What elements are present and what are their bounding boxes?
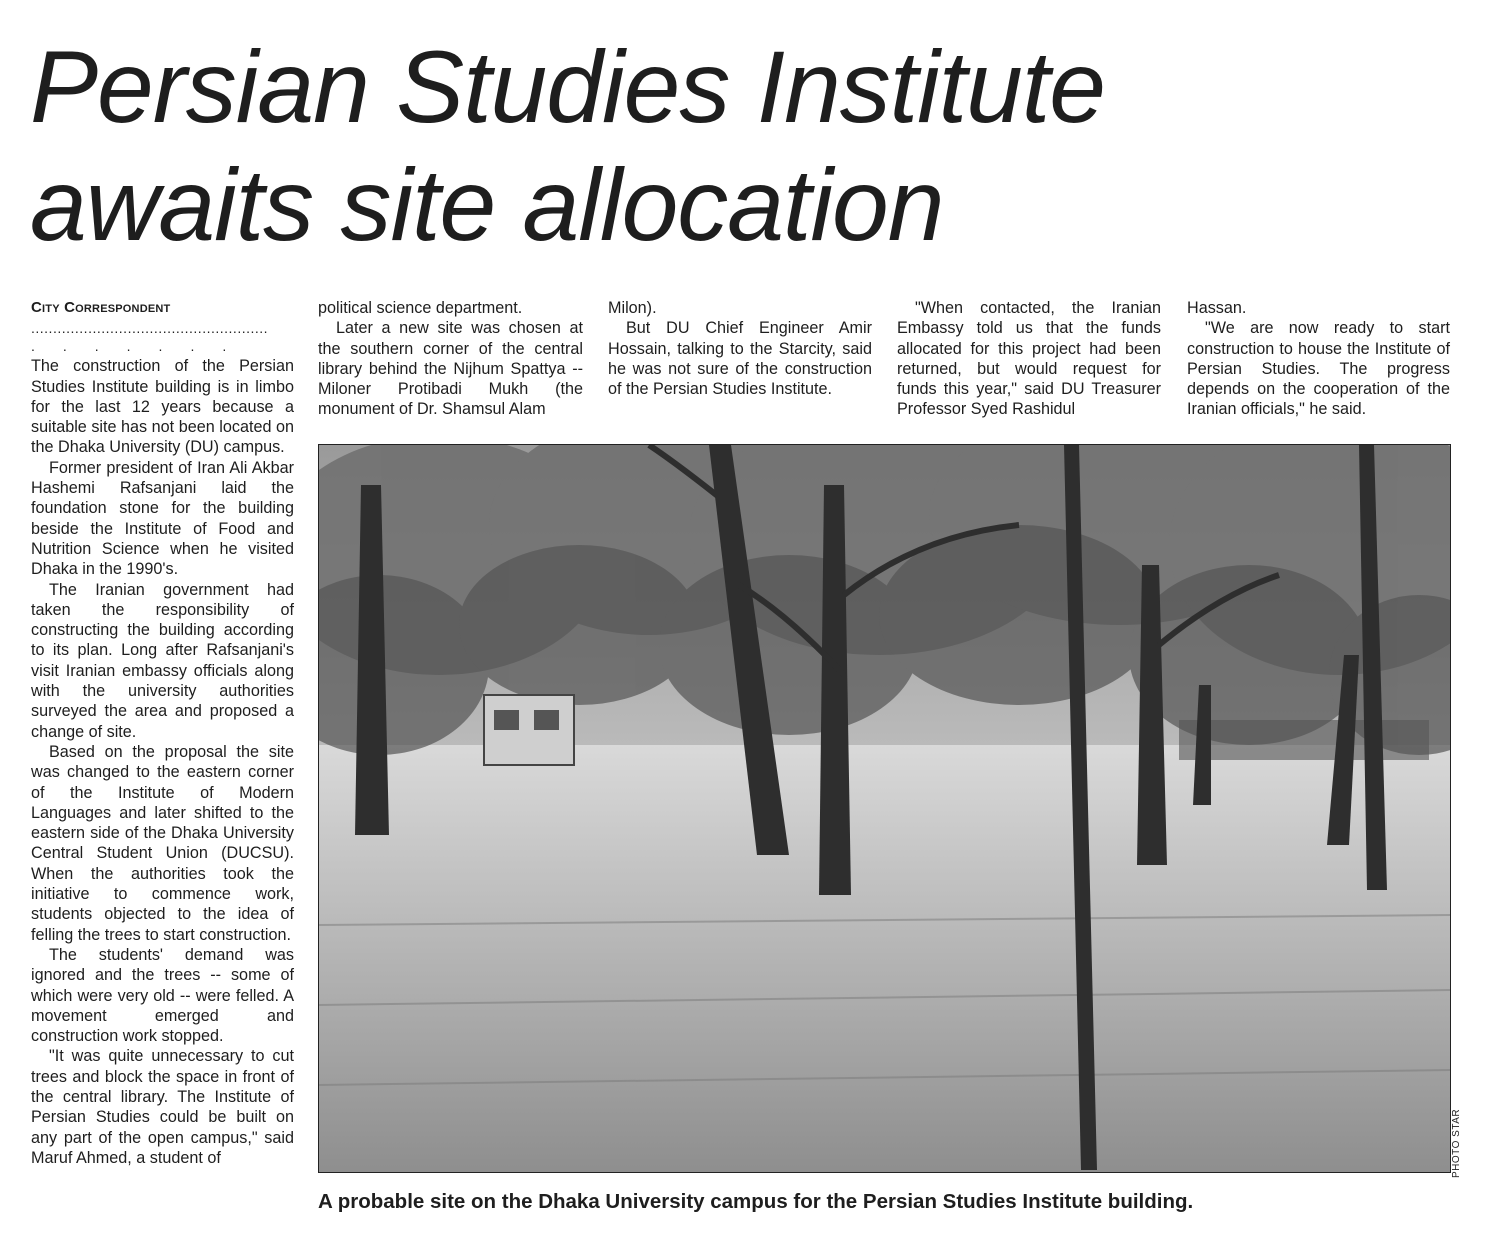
paragraph: Milon). — [608, 299, 657, 317]
article-column-2 — [318, 298, 583, 420]
paragraph: The Iranian government had taken the responsibility of constructing the building according to its plan. Long after Rafsanjani's visit Iranian embassy officials along with the university authorities surveyed the area and proposed a change of site. — [31, 580, 294, 741]
paragraph: The construction of the Persian Studies Institute building is in limbo for the last 12 years because a suitable site has not been located on the Dhaka University (DU) campus. — [31, 357, 294, 457]
article-column-1 — [31, 298, 294, 1168]
paragraph: "It was quite unnecessary to cut trees and block the space in front of the central library. The Institute of Persian Studies could be built on any part of the open campus," said Maruf Ahmed, a student of — [31, 1047, 294, 1167]
campus-photo-illustration — [319, 445, 1451, 1173]
headline — [30, 28, 1330, 264]
byline-separator: ...................................................... — [31, 320, 269, 337]
article-column-5 — [1187, 298, 1450, 420]
byline-separator-spaced: ....... — [31, 338, 255, 355]
paragraph: Based on the proposal the site was changed to the eastern corner of the Institute of Modern Languages and later shifted to the eastern side of the Dhaka University Central Student Union (DUCSU). When the authorities took the initiative to commence work, students objected to the idea of felling the trees to start construction. — [31, 742, 294, 944]
paragraph: political science department. — [318, 299, 523, 317]
paragraph: The students' demand was ignored and the trees -- some of which were very old -- were felled. A movement emerged and construction work stopped. — [31, 945, 294, 1046]
headline-line-2: awaits site allocation — [30, 148, 944, 262]
paragraph: "We are now ready to start construction to house the Institute of Persian Studies. The progress depends on the cooperation of the Iranian officials," he said. — [1187, 319, 1450, 419]
byline: City Correspondent — [31, 299, 171, 316]
campus-photo — [318, 444, 1451, 1173]
paragraph: Later a new site was chosen at the southern corner of the central library behind the Nijhum Spattya -- Miloner Protibadi Mukh (the monument of Dr. Shamsul Alam — [318, 319, 583, 419]
paragraph: But DU Chief Engineer Amir Hossain, talking to the Starcity, said he was not sure of the construction of the Persian Studies Institute. — [608, 319, 872, 399]
photo-credit: PHOTO STAR — [1451, 1108, 1462, 1178]
article-column-3 — [608, 298, 872, 399]
photo-caption: A probable site on the Dhaka University campus for the Persian Studies Institute building. — [318, 1190, 1194, 1213]
paragraph: Hassan. — [1187, 299, 1247, 317]
headline-line-1: Persian Studies Institute — [30, 30, 1105, 144]
paragraph: Former president of Iran Ali Akbar Hashemi Rafsanjani laid the foundation stone for the building beside the Institute of Food and Nutrition Science when he visited Dhaka in the 1990's. — [31, 458, 294, 579]
paragraph: "When contacted, the Iranian Embassy told us that the funds allocated for this project had been returned, but would request for funds this year," said DU Treasurer Professor Syed Rashidul — [897, 299, 1161, 419]
article-column-4 — [897, 298, 1161, 420]
